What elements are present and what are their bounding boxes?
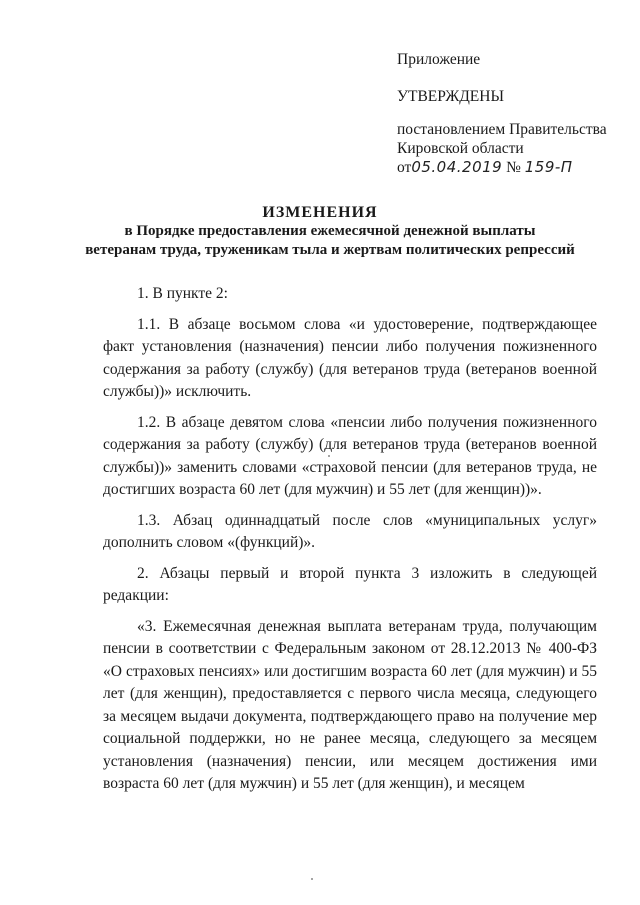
paragraph-1-3: 1.3. Абзац одиннадцатый после слов «муниципальных услуг» дополнить словом «(функций)». — [103, 511, 597, 551]
scan-speck — [311, 878, 313, 880]
number-prefix: № — [506, 159, 521, 176]
paragraph-3-quote: «3. Ежемесячная денежная выплата ветеранам труда, получающим пенсии в соответствии с Федеральным законом от 28.12.2013 № 400-ФЗ «О страховых пенсиях» или достигшим возраста 60 лет (для мужчин) и 55 лет (для женщин), предоставляется с первого числа месяца, следующего за месяцем выдачи документа, подтверждающего право на получение мер социальной поддержки, но не ранее месяца, следующего за месяцем установления (назначения) пенсии, или месяцем достижения ими возраста 60 лет (для мужчин) и 55 лет (для женщин), и месяцем — [103, 617, 597, 792]
decree-line-1: постановлением Правительства — [397, 121, 607, 138]
document-title: ИЗМЕНЕНИЯ — [262, 204, 378, 221]
document-subtitle — [60, 222, 600, 260]
decree-line-2: Кировской области — [397, 140, 524, 157]
paragraph-1-1: 1.1. В абзаце восьмом слова «и удостоверение, подтверждающее факт установления (назначения) пенсии либо получения пожизненного содержания за работу (службу) (для ветеранов труда (ветеранов военной службы))» исключить. — [103, 315, 597, 400]
scan-speck — [328, 455, 330, 457]
paragraph-1: 1. В пункте 2: — [137, 285, 228, 302]
subtitle-line-2: ветеранам труда, труженикам тыла и жертвам политических репрессий — [85, 242, 575, 258]
subtitle-line-1: в Порядке предоставления ежемесячной денежной выплаты — [124, 223, 536, 239]
date-prefix: от — [397, 159, 412, 176]
handwritten-date: 05.04.2019 — [411, 158, 503, 176]
document-body — [103, 283, 597, 804]
approval-block — [397, 50, 627, 177]
decree-date-line — [397, 158, 627, 177]
paragraph-2: 2. Абзацы первый и второй пункта 3 изложить в следующей редакции: — [103, 564, 597, 604]
paragraph-1-2: 1.2. В абзаце девятом слова «пенсии либо получения пожизненного содержания за работу (службу) (для ветеранов труда (ветеранов военной службы))» заменить словами «страховой пенсии (для ветеранов труда, не достигших возраста 60 лет (для мужчин) и 55 лет (для женщин))». — [103, 413, 597, 498]
handwritten-number: 159-П — [524, 158, 573, 176]
appendix-label: Приложение — [397, 51, 481, 68]
approved-label: УТВЕРЖДЕНЫ — [397, 88, 504, 105]
